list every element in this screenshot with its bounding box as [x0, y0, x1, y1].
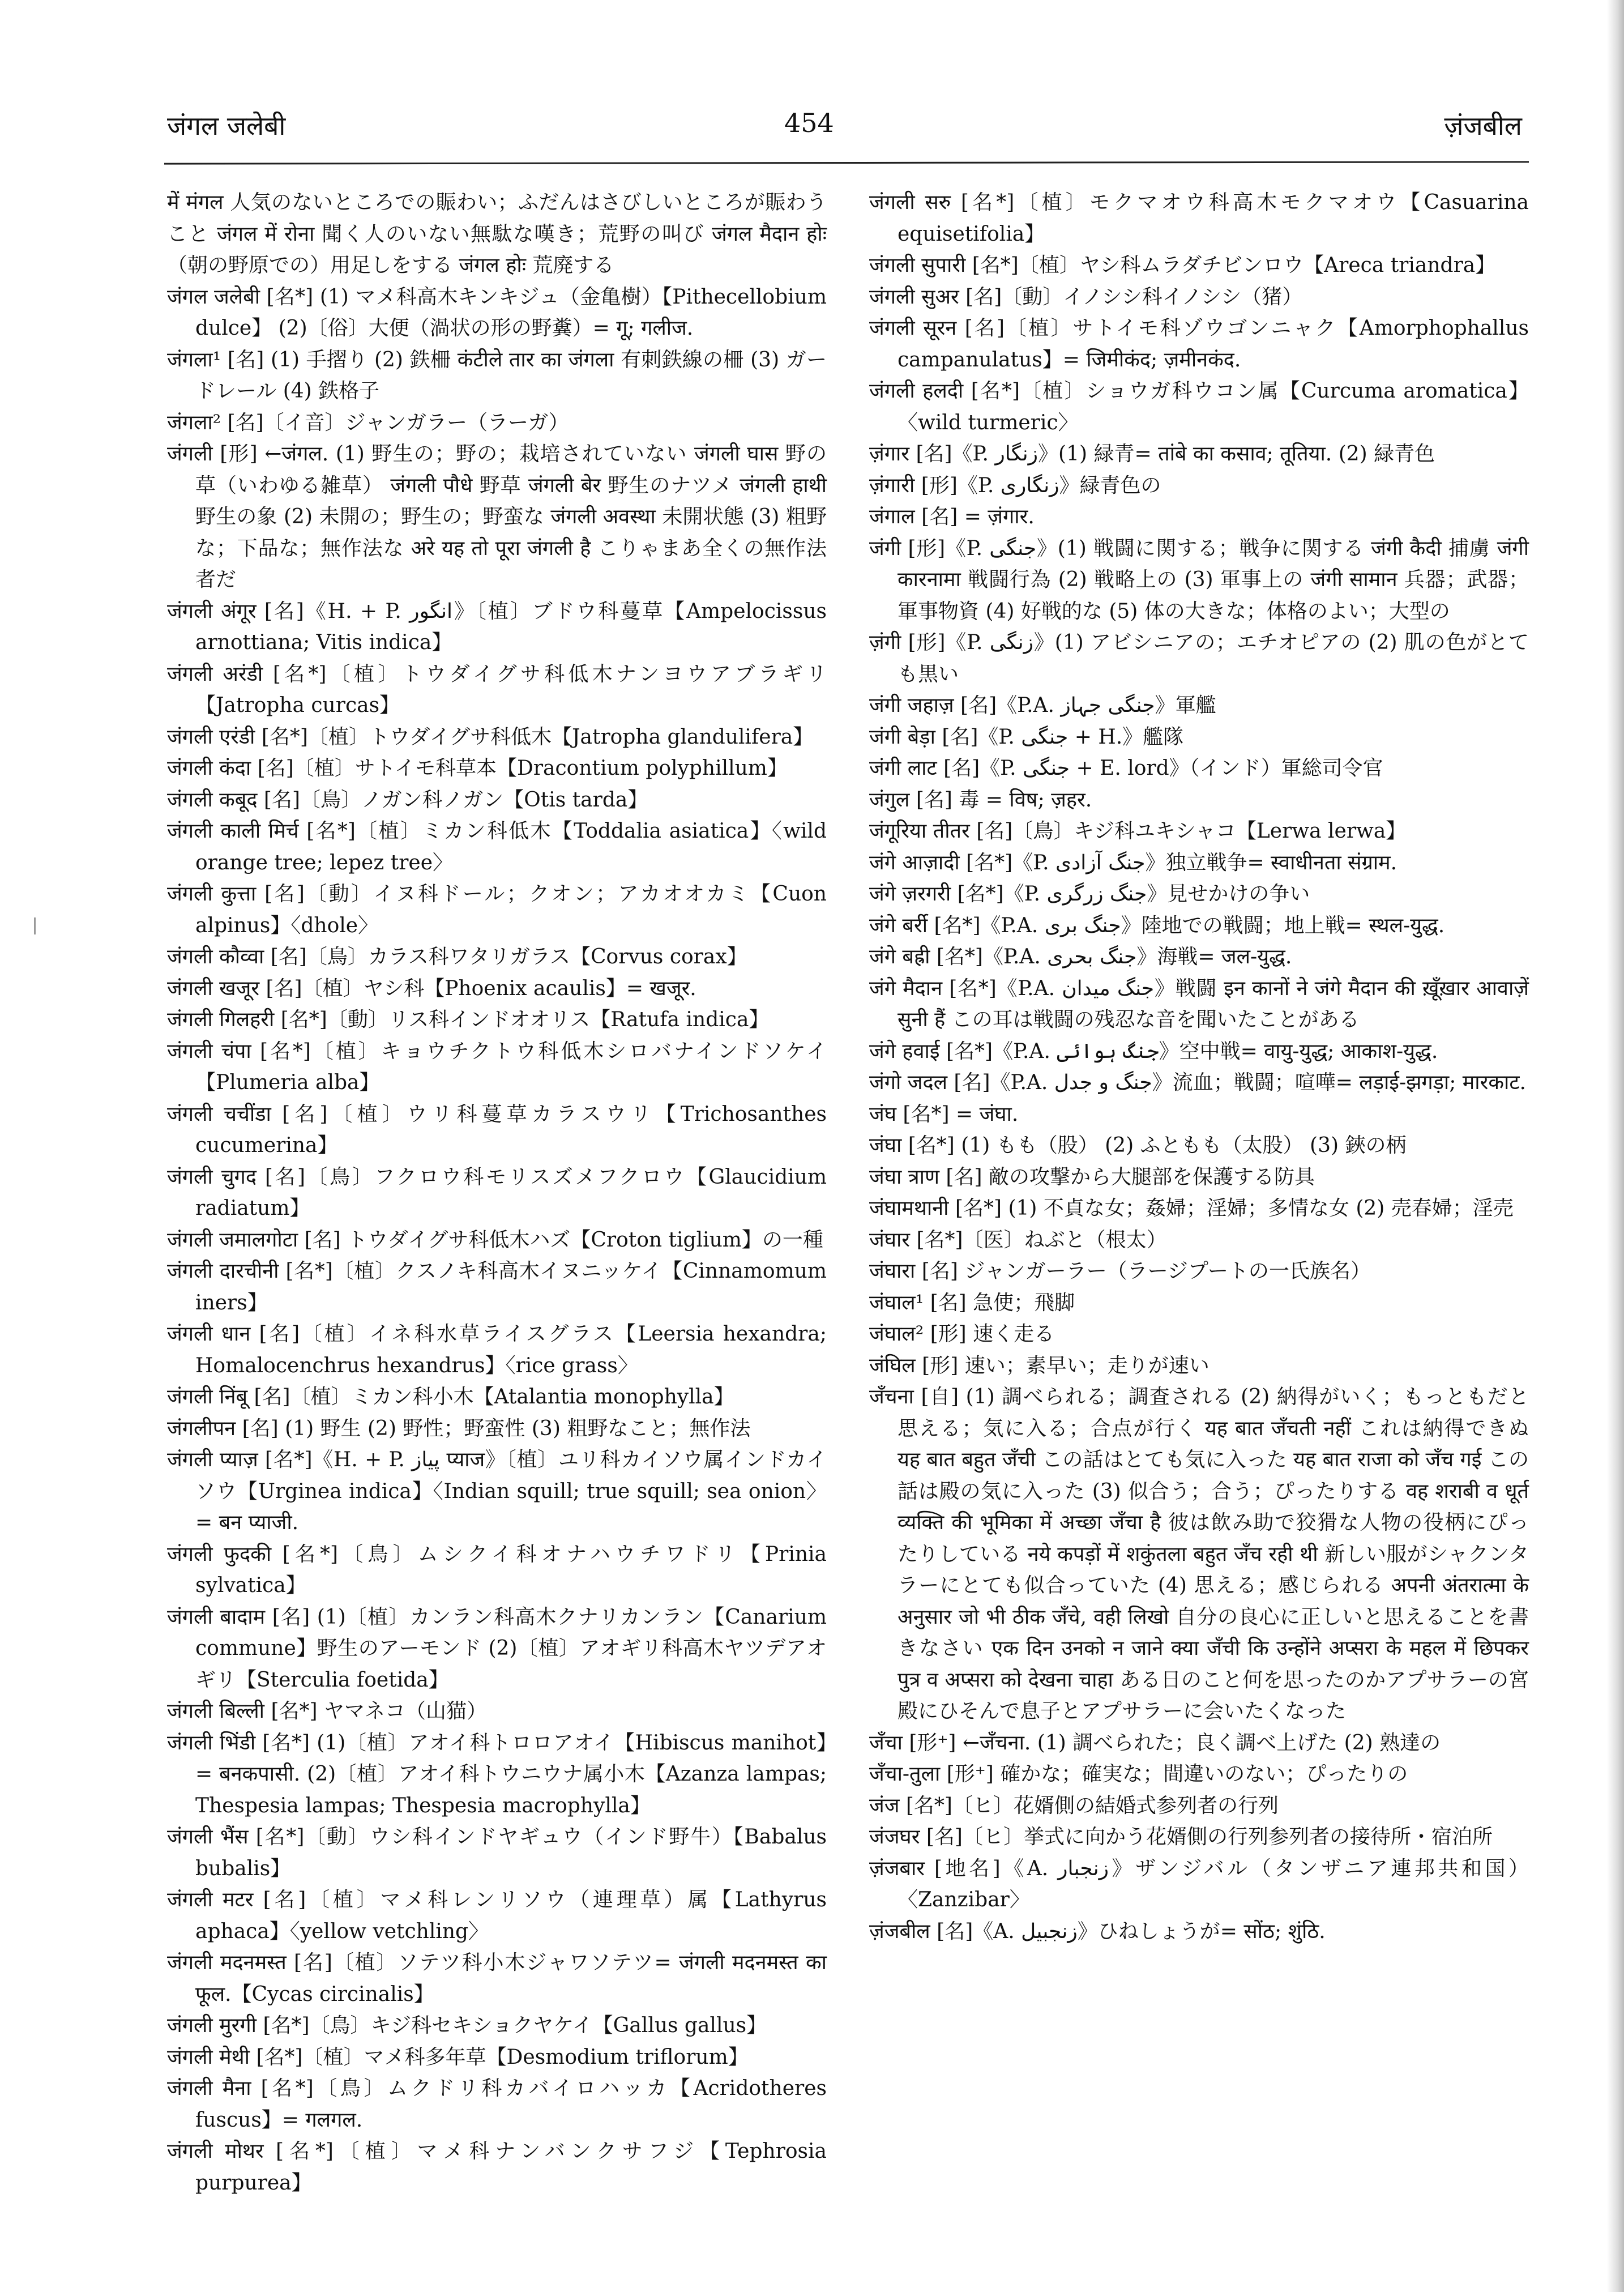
dictionary-entry: जंगली धान [名]〔植〕イネ科水草ライスグラス【Leersia hexandra; Homalocenchrus hexandrus】〈rice grass〉	[167, 1322, 827, 1377]
dictionary-entry: जंगली दारचीनी [名*]〔植〕クスノキ科高木イヌニッケイ【Cinnamomum iners】	[167, 1260, 827, 1314]
dictionary-entry: जंगली चचींडा [名]〔植〕ウリ科蔓草カラスウリ【Trichosanthes cucumerina】	[167, 1102, 827, 1157]
dictionary-entry: जंगला¹ [名] (1) 手摺り (2) 鉄柵 कंटीले तार का जंगला 有刺鉄線の柵 (3) ガードレール (4) 鉄格子	[167, 348, 827, 403]
dictionary-entry: जंगाल [名] = ज़ंगार.	[869, 505, 1035, 528]
dictionary-entry: जंगली एरंडी [名*]〔植〕トウダイグサ科低木【Jatropha glandulifera】	[167, 725, 814, 749]
dictionary-entry: ज़ंगार [名]《P. زنگار》(1) 緑青= तांबे का कसाव; तूतिया. (2) 緑青色	[869, 442, 1435, 466]
dictionary-entry: जंगली भैंस [名*]〔動〕ウシ科インドヤギュウ（インド野牛）【Babalus bubalis】	[167, 1825, 827, 1880]
continued-entry: में मंगल 人気のないところでの賑わい；ふだんはさびしいところが賑わうこと जंगल में रोना 聞く人のいない無駄な嘆き；荒野の叫び जंगल मैदान होः（朝の野原での）用足しをする जंगल होः 荒廃する	[167, 191, 827, 277]
dictionary-entry: जंगे आज़ादी [名*]《P. جنگ آزادی》独立戦争= स्वाधीनता संग्राम.	[869, 851, 1398, 874]
dictionary-entry: जँचा [形⁺] ←जँचना. (1) 調べられた；良く調べ上げた (2) 熟達の	[869, 1731, 1441, 1755]
dictionary-entry: जंगली सुपारी [名*]〔植〕ヤシ科ムラダチビンロウ【Areca triandra】	[869, 254, 1496, 277]
dictionary-entry: जंगला² [名]〔イ音〕ジャンガラー（ラーガ）	[167, 411, 569, 434]
dictionary-entry: जंगली कबूद [名]〔鳥〕ノガン科ノガン【Otis tarda】	[167, 788, 648, 812]
dictionary-entry: जंगे बह्री [名*]《P.A. جنگ بحری》海戦= जल-युद्ध.	[869, 945, 1292, 968]
dictionary-entry: जंगली बादाम [名] (1)〔植〕カンラン科高木クナリカンラン【Canarium commune】野生のアーモンド (2)〔植〕アオギリ科高木ヤツデアオギリ【Sterculia foetida】	[167, 1605, 827, 1692]
dictionary-entry: जंगे मैदान [名*]《P.A. جنگ میدان》戦闘 इन कानों ने जंगे मैदान की ख़ूँख़ार आवाज़ें सुनी हैं この耳は戦闘の残忍な音を聞いたことがある	[869, 976, 1529, 1031]
dictionary-entry: जंघिल [形] 速い；素早い；走りが速い	[869, 1354, 1210, 1377]
scan-mark	[34, 917, 36, 934]
dictionary-entry: जंगली मुरगी [名*]〔鳥〕キジ科セキショクヤケイ【Gallus gallus】	[167, 2014, 767, 2037]
dictionary-entry: जंगली मटर [名]〔植〕マメ科レンリソウ（連理草）属【Lathyrus aphaca】〈yellow vetchling〉	[167, 1888, 827, 1943]
dictionary-entry: जंगली सूरन [名]〔植〕サトイモ科ゾウゴンニャク【Amorphophallus campanulatus】= जिमीकंद; ज़मीनकंद.	[869, 317, 1529, 372]
dictionary-entry: जंघार [名*]〔医〕ねぶと（根太）	[869, 1228, 1167, 1252]
dictionary-entry: जंगली कौव्वा [名]〔鳥〕カラス科ワタリガラス【Corvus corax】	[167, 945, 747, 968]
dictionary-entry: जंगी लाट [名]《P. جنگی + E. lord》（インド）軍総司令官	[869, 757, 1383, 780]
dictionary-entry: जंगली बिल्ली [名*] ヤマネコ（山猫）	[167, 1700, 487, 1723]
dictionary-entry: जंगल जलेबी [名*] (1) マメ科高木キンキジュ（金亀樹）【Pithecellobium dulce】 (2)〔俗〕大便（渦状の形の野糞）= गू; गलीज.	[167, 285, 827, 340]
dictionary-entry: जंगली गिलहरी [名*]〔動〕リス科インドオオリス【Ratufa indica】	[167, 1008, 770, 1031]
dictionary-entry: जंगली चंपा [名*]〔植〕キョウチクトウ科低木シロバナインドソケイ【Plumeria alba】	[167, 1039, 827, 1094]
dictionary-entry: जंगूरिया तीतर [名]〔鳥〕キジ科ユキシャコ【Lerwa lerwa】	[869, 820, 1407, 843]
dictionary-entry: जंजघर [名]〔ヒ〕挙式に向かう花婿側の行列参列者の接待所・宿泊所	[869, 1825, 1493, 1849]
dictionary-entry: जंगे बर्री [名*]《P.A. جنگ بری》陸地での戦闘；地上戦= स्थल-युद्ध.	[869, 914, 1445, 937]
running-head-left: जंगल जलेबी	[167, 110, 286, 141]
dictionary-entry: जंगली सरु [名*]〔植〕モクマオウ科高木モクマオウ【Casuarina equisetifolia】	[869, 191, 1529, 246]
dictionary-entry: जंगे ज़रगरी [名*]《P. جنگ زرگری》見せかけの争い	[869, 882, 1310, 906]
dictionary-entry: जंगली प्याज़ [名*]《H. + P. پیاز प्याज》〔植〕ユリ科カイソウ属インドカイソウ【Urginea indica】〈Indian squill; true squill; sea onion〉= बन प्याजी.	[167, 1448, 827, 1534]
dictionary-entry: जंगुल [名] 毒 = विष; ज़हर.	[869, 788, 1092, 812]
dictionary-entry: जंगली अरंडी [名*]〔植〕トウダイグサ科低木ナンヨウアブラギリ【Jatropha curcas】	[167, 662, 827, 717]
dictionary-entry: जंघा [名*] (1) もも（股） (2) ふともも（太股） (3) 鋏の柄	[869, 1134, 1407, 1157]
dictionary-entry: ज़ंगारी [形]《P. زنگاری》緑青色の	[869, 473, 1161, 497]
dictionary-entry: जंगली सुअर [名]〔動〕イノシシ科イノシシ（猪）	[869, 285, 1303, 309]
page-edge-shadow	[1607, 0, 1624, 2292]
dictionary-entry: जंगली कुत्ता [名]〔動〕イヌ科ドール；クオン；アカオオカミ【Cuon alpinus】〈dhole〉	[167, 882, 827, 937]
running-head-right: ज़ंजबील	[1444, 110, 1522, 141]
dictionary-entry: जंगली निंबू [名]〔植〕ミカン科小木【Atalantia monophylla】	[167, 1385, 734, 1409]
dictionary-entry: जंगली मेथी [名*]〔植〕マメ科多年草【Desmodium triflorum】	[167, 2045, 749, 2069]
dictionary-entry: जंघ [名*] = जंघा.	[869, 1102, 1019, 1126]
dictionary-entry: जंगली जमालगोटा [名] トウダイグサ科低木ハズ【Croton tiglium】の一種	[167, 1228, 823, 1252]
dictionary-entry: जँचना [自] (1) 調べられる；調査される (2) 納得がいく；もっともだと思える；気に入る；合点が行く यह बात जँचती नहीं これは納得できぬ यह बात बहुत जँची この話はとても気に入った यह बात राजा को जँच गई この話は殿の気に入った (3) 似合う；合う；ぴったりする वह शराबी व धूर्त व्यक्ति की भूमिका में अच्छा जँचा है 彼は飲み助で狡猾な人物の役柄にぴったりしている नये कपड़ों में शकुंतला बहुत जँच रही थी 新しい服がシャクンタラーにとても似合っていた (4) 思える；感じられる अपनी अंतरात्मा के अनुसार जो भी ठीक जँचे, वही लिखो 自分の良心に正しいと思えることを書きなさい एक दिन उनको न जाने क्या जँची कि उन्होंने अप्सरा के महल में छिपकर पुत्र व अप्सरा को देखना चाहा ある日のこと何を思ったのかアプサラーの宮殿にひそんで息子とアプサラーに会いたくなった	[869, 1385, 1529, 1723]
right-column	[869, 187, 1529, 1947]
dictionary-entry: जंगली भिंडी [名*] (1)〔植〕アオイ科トロロアオイ【Hibiscus manihot】= बनकपासी. (2)〔植〕アオイ科トウニウナ属小木【Azanza lampas; Thespesia lampas; Thespesia macrophylla】	[167, 1731, 827, 1817]
dictionary-entry: जंगली अंगूर [名]《H. + P. انگور》〔植〕ブドウ科蔓草【Ampelocissus arnottiana; Vitis indica】	[167, 599, 827, 654]
dictionary-entry: जंगली मैना [名*]〔鳥〕ムクドリ科カバイロハッカ【Acridotheres fuscus】= गलगल.	[167, 2077, 827, 2132]
header-rule	[164, 161, 1529, 164]
dictionary-entry: जंगली काली मिर्च [名*]〔植〕ミカン科低木【Toddalia asiatica】〈wild orange tree; lepez tree〉	[167, 820, 827, 874]
dictionary-entry: जंघाल² [形] 速く走る	[869, 1322, 1055, 1346]
dictionary-entry: जंगलीपन [名] (1) 野生 (2) 野性；野蛮性 (3) 粗野なこと；無作法	[167, 1416, 751, 1440]
dictionary-entry: ज़ंगी [形]《P. زنگی》(1) アビシニアの；エチオピアの (2) 肌の色がとても黒い	[869, 631, 1529, 686]
left-column	[167, 187, 827, 2199]
dictionary-entry: जंगली कंदा [名]〔植〕サトイモ科草本【Dracontium polyphillum】	[167, 757, 788, 780]
dictionary-entry: जंगली खजूर [名]〔植〕ヤシ科【Phoenix acaulis】= खजूर.	[167, 976, 696, 1000]
dictionary-entry: जंज [名*]〔ヒ〕花婿側の結婚式参列者の行列	[869, 1794, 1279, 1817]
dictionary-entry: जंगली मोथर [名*]〔植〕マメ科ナンバンクサフジ【Tephrosia purpurea】	[167, 2140, 827, 2195]
dictionary-entry: जंगली मदनमस्त [名]〔植〕ソテツ科小木ジャワソテツ= जंगली मदनमस्त का फूल.【Cycas circinalis】	[167, 1951, 827, 2006]
dictionary-entry: जंघामथानी [名*] (1) 不貞な女；姦婦；淫婦；多情な女 (2) 売春婦；淫売	[869, 1197, 1514, 1220]
dictionary-entry: जंगो जदल [名]《P.A. جنگ و جدل》流血；戦闘；喧嘩= लड़ाई-झगड़ा; मारकाट.	[869, 1071, 1526, 1094]
dictionary-entry: ज़ंजबील [名]《A. زنجبیل》ひねしょうが= सोंठ; शुंठि.	[869, 1919, 1326, 1943]
dictionary-entry: जंगी जहाज़ [名]《P.A. جنگی جہاز》軍艦	[869, 694, 1216, 717]
dictionary-entry: जंगली [形] ←जंगल. (1) 野生の；野の；栽培されていない जंगली घास 野の草（いわゆる雑草） जंगली पौधे 野草 जंगली बेर 野生のナツメ जंगली हाथी 野生の象 (2) 未開の；野生の；野蛮な जंगली अवस्था 未開状態 (3) 粗野な；下品な；無作法な अरे यह तो पूरा जंगली है こりゃまあ全くの無作法者だ	[167, 442, 827, 591]
dictionary-entry: जंगली हलदी [名*]〔植〕ショウガ科ウコン属【Curcuma aromatica】〈wild turmeric〉	[869, 379, 1529, 434]
dictionary-entry: जंघाल¹ [名] 急使；飛脚	[869, 1291, 1075, 1314]
dictionary-entry: जंगे हवाई [名*]《P.A. جنگ ہوائی》空中戦= वायु-युद्ध; आकाश-युद्ध.	[869, 1039, 1438, 1063]
page-number: 454	[784, 108, 834, 138]
dictionary-entry: जंघा त्राण [名] 敵の攻撃から大腿部を保護する防具	[869, 1165, 1315, 1189]
dictionary-entry: जंगली चुगद [名]〔鳥〕フクロウ科モリスズメフクロウ【Glaucidium radiatum】	[167, 1165, 827, 1220]
dictionary-entry: जंघारा [名] ジャンガーラー（ラージプートの一氏族名）	[869, 1260, 1371, 1283]
dictionary-entry: जँचा-तुला [形⁺] 確かな；確実な；間違いのない；ぴったりの	[869, 1762, 1408, 1786]
dictionary-entry: ज़ंजबार [地名]《A. زنجبار》ザンジバル（タンザニア連邦共和国）〈Zanzibar〉	[869, 1856, 1529, 1911]
dictionary-entry: जंगली फुदकी [名*]〔鳥〕ムシクイ科オナハウチワドリ【Prinia sylvatica】	[167, 1542, 827, 1597]
dictionary-entry: जंगी [形]《P. جنگی》(1) 戦闘に関する；戦争に関する जंगी कैदी 捕虜 जंगी कारनामा 戦闘行為 (2) 戦略上の (3) 軍事上の जंगी सामान 兵器；武器；軍事物資 (4) 好戦的な (5) 体の大きな；体格のよい；大型の	[869, 536, 1529, 623]
dictionary-entry: जंगी बेड़ा [名]《P. جنگی + H.》艦隊	[869, 725, 1184, 749]
